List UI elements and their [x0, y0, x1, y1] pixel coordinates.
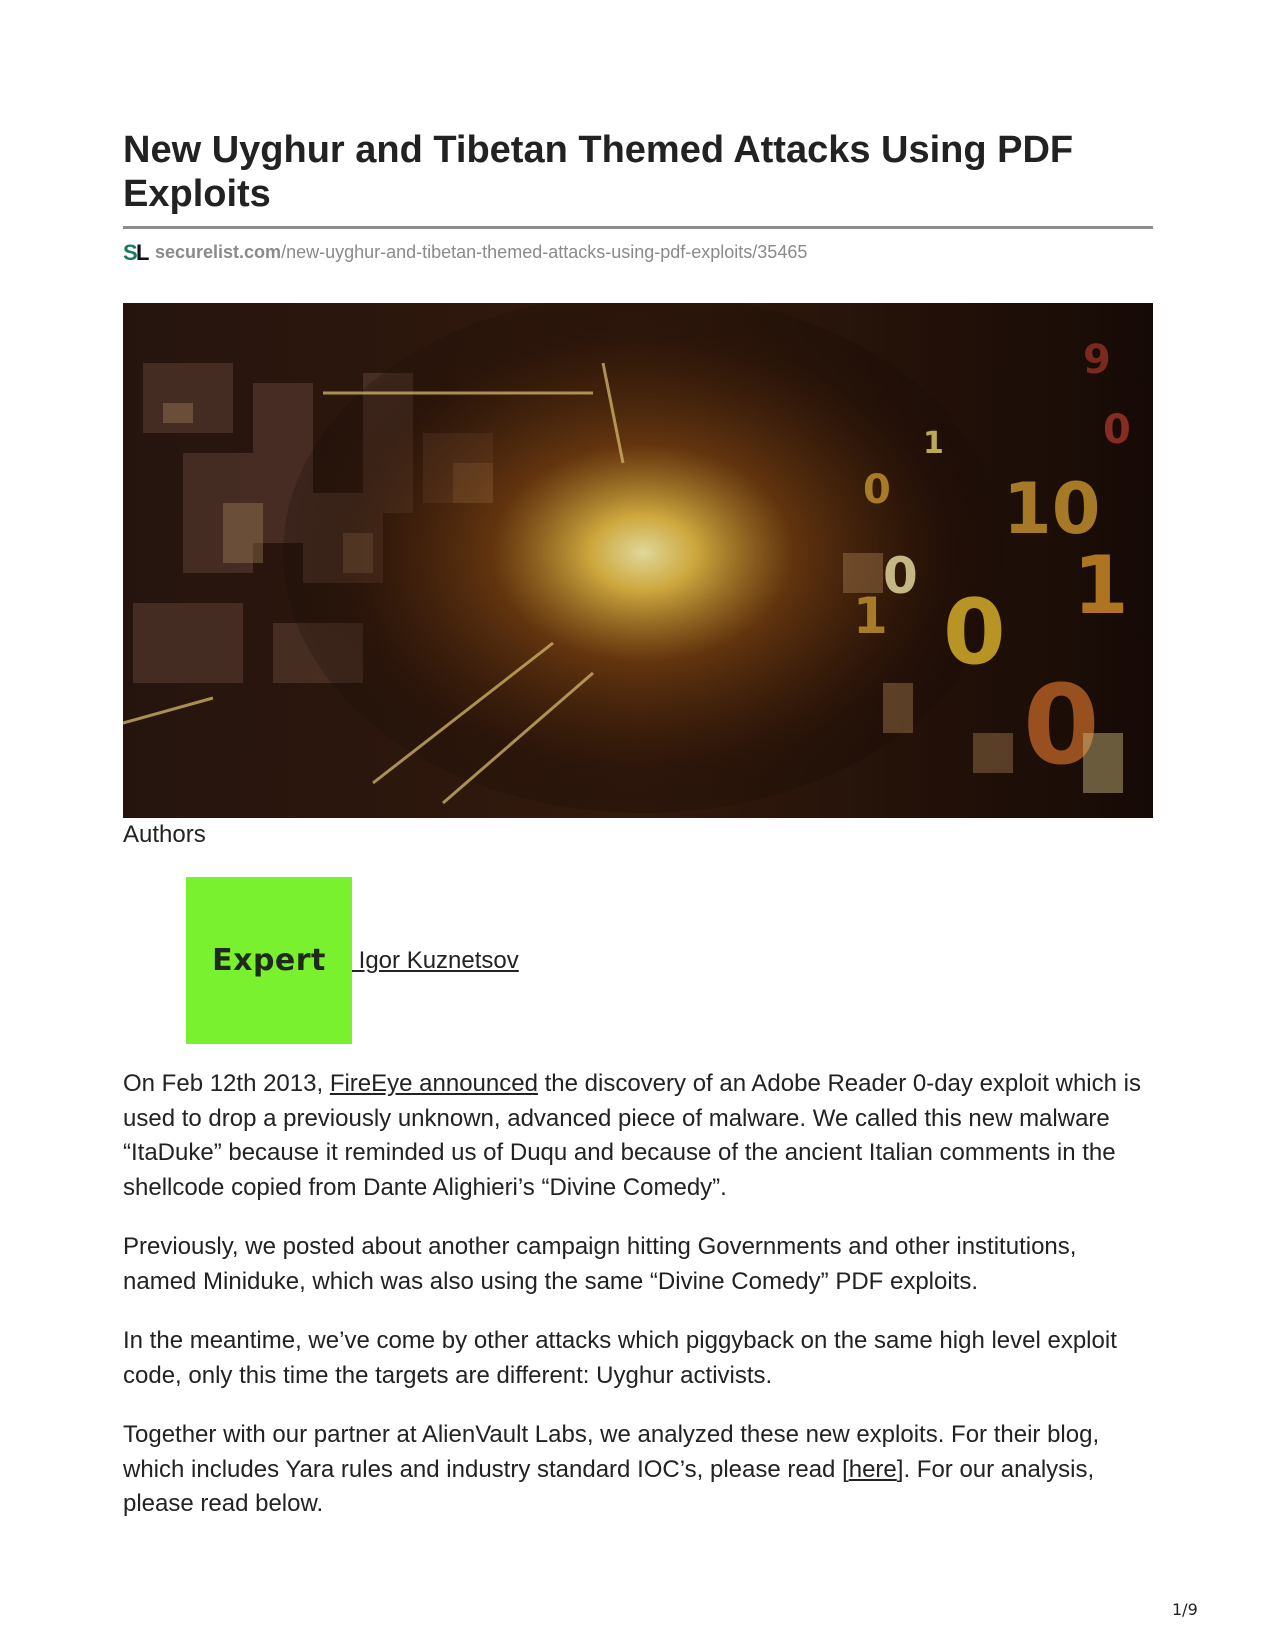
svg-text:10: 10 [1003, 468, 1101, 550]
avatar-badge-text: Expert [212, 943, 326, 978]
paragraph-2: Previously, we posted about another campaign hitting Governments and other institutions, named Miniduke, which was also using the same “Divine Comedy” PDF exploits. [123, 1233, 1077, 1295]
svg-text:0: 0 [943, 580, 1006, 685]
svg-text:S: S [123, 240, 138, 264]
svg-text:1: 1 [853, 587, 888, 645]
svg-text:1: 1 [1073, 539, 1129, 632]
svg-text:0: 0 [1023, 661, 1100, 789]
paragraph-4-start: Together with our partner at AlienVault Labs, we analyzed these new exploits. For their blog, which includes Yara rules and industry standard IOC’s, please read [ [123, 1421, 1100, 1483]
author-link-igor-kuznetsov[interactable]: Igor Kuznetsov [352, 946, 519, 974]
svg-text:9: 9 [1083, 337, 1111, 383]
paragraph-4-end: ]. For our analysis, please read below. [123, 1455, 1095, 1517]
hero-image [123, 303, 1153, 818]
article-body [123, 1067, 1153, 1547]
alienvault-here-link[interactable]: here [848, 1455, 897, 1483]
svg-text:0: 0 [883, 547, 918, 605]
svg-text:0: 0 [863, 467, 891, 513]
source-path[interactable]: /new-uyghur-and-tibetan-themed-attacks-using-pdf-exploits/35465 [281, 241, 808, 262]
source-line [123, 238, 1153, 266]
page-number: 1/9 [1172, 1600, 1198, 1619]
securelist-logo-icon [123, 240, 149, 264]
paragraph-1 [123, 1067, 1153, 1205]
paragraph-1-start: On Feb 12th 2013, [123, 1070, 330, 1097]
article-title: New Uyghur and Tibetan Themed Attacks Using PDF Exploits [123, 129, 1074, 215]
svg-text:0: 0 [1103, 407, 1131, 453]
title-divider [123, 226, 1153, 229]
svg-text:L: L [136, 240, 149, 264]
paragraph-3: In the meantime, we’ve come by other attacks which piggyback on the same high level exploit code, only this time the targets are different: Uyghur activists. [123, 1327, 1117, 1389]
paragraph-4 [123, 1418, 1153, 1522]
authors-label: Authors [123, 821, 206, 848]
source-domain[interactable]: securelist.com [155, 241, 282, 262]
author-entry [186, 877, 519, 1044]
svg-text:1: 1 [923, 426, 944, 461]
paragraph-1-end: the discovery of an Adobe Reader 0-day exploit which is used to drop a previously unknown, advanced piece of malware. We called this new malware “ItaDuke” because it reminded us of Duqu and because of the ancient Italian comments in the shellcode copied from Dante Alighieri’s “Divine Comedy”. [123, 1070, 1141, 1201]
fireeye-announced-link[interactable]: FireEye announced [329, 1070, 538, 1097]
author-avatar[interactable] [186, 877, 352, 1044]
